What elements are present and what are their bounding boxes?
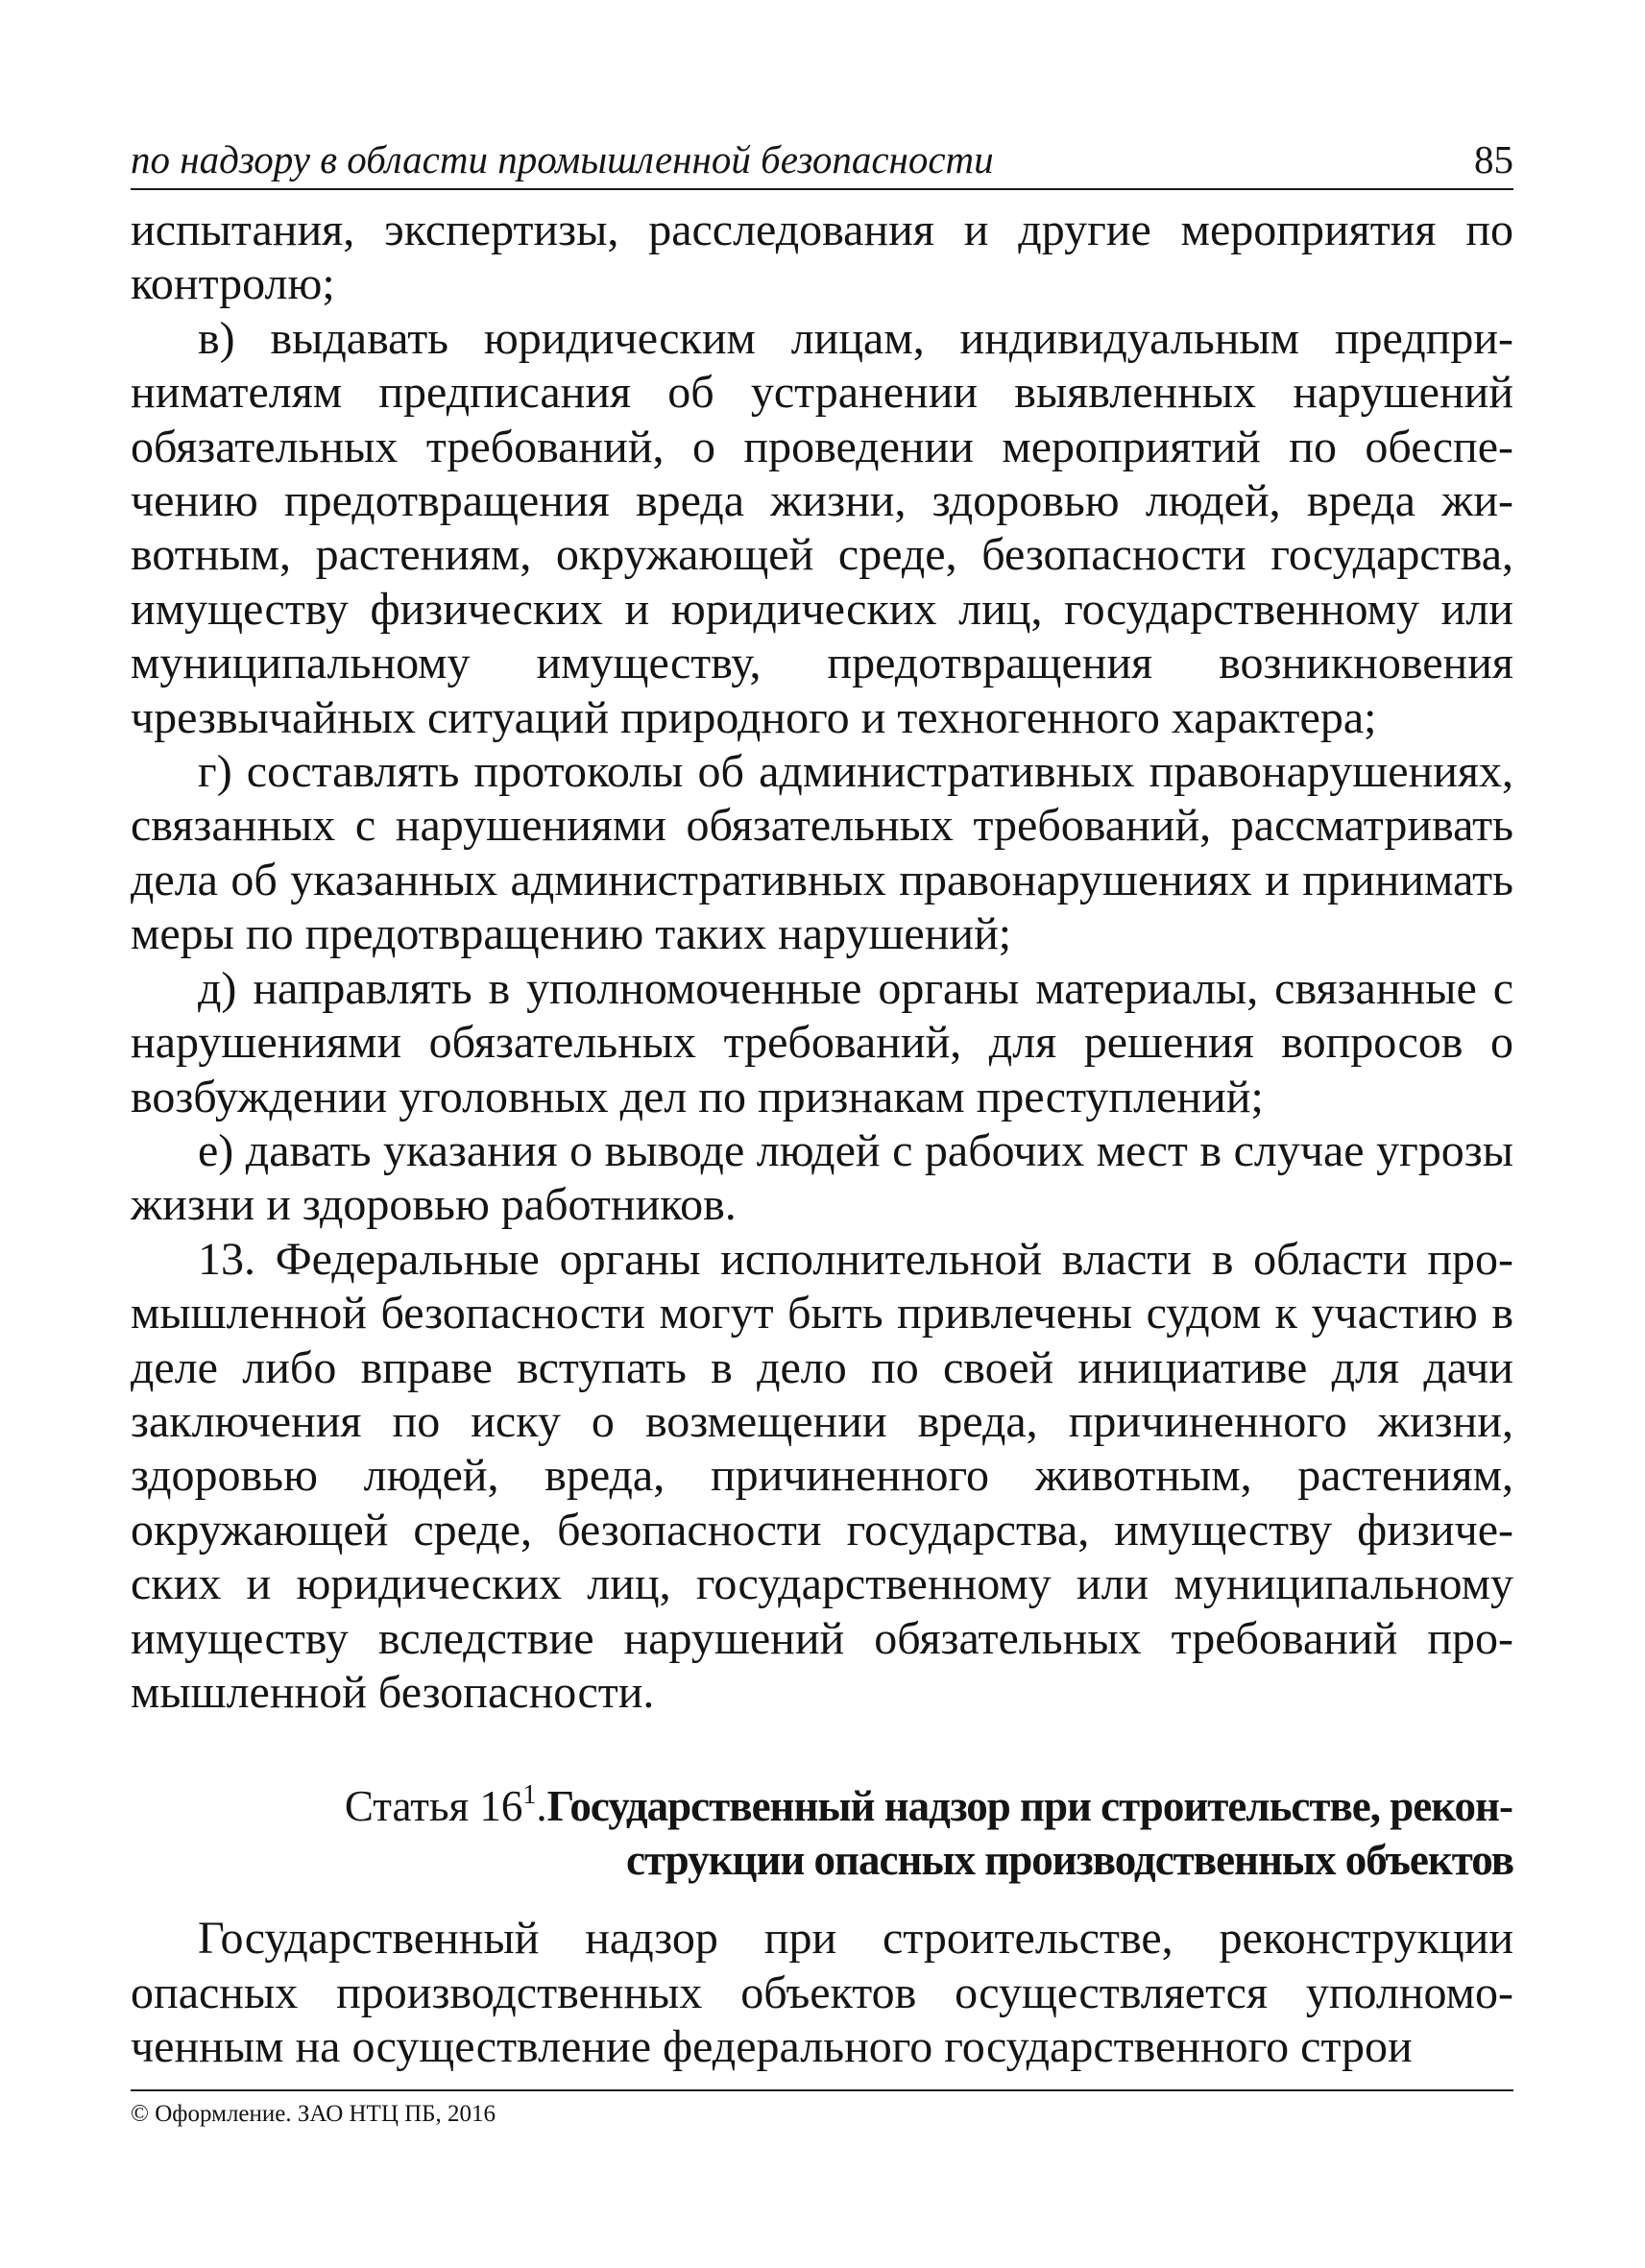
paragraph-clause-13: 13. Федеральные органы исполнительной власти в области промышленной безопасности могут быть привлечены судом к участию в деле либо вправе вступать в дело по своей инициативе для дачи заключения по иску о возмещении вреда, причиненного жизни, здоровью людей, вреда, причиненного животным, растениям, окружающей среде, безопасности государства, имуществу физических и юридических лиц, государственному или муниципальному имуществу вследствие нарушений обязательных требований промышленной безопасности. (131, 1233, 1513, 1718)
paragraph-continuation: испытания, экспертизы, расследования и другие мероприятия по контролю; (131, 205, 1513, 310)
paragraph-item-e: е) давать указания о выводе людей с рабочих мест в случае угрозы жизни и здоровью работников. (131, 1124, 1513, 1231)
article-heading (131, 1779, 1513, 1887)
running-header (131, 134, 1513, 190)
article-title: Государственный надзор при строительстве, реконструкции опасных производственных объектов (546, 1782, 1513, 1885)
body-text (131, 204, 1513, 2075)
article-superscript: 1 (522, 1780, 537, 1811)
copyright-footer: © Оформление. ЗАО НТЦ ПБ, 2016 (131, 2089, 1513, 2130)
article-separator: . (536, 1782, 547, 1831)
paragraph-item-v: в) выдавать юридическим лицам, индивидуальным предпринимателям предписания об устранении выявленных нарушений обязательных требований, о проведении мероприятий по обеспечению предотвращения вреда жизни, здоровью людей, вреда животным, растениям, окружающей среде, безопасности государства, имуществу физических и юридических лиц, государственному или муниципальному имуществу, предотвращения возникновения чрезвычайных ситуаций природного и техногенного характера; (131, 312, 1513, 743)
page-number: 85 (1474, 137, 1513, 181)
paragraph-item-d: д) направлять в уполномоченные органы материалы, связанные с нарушениями обязательных требований, для решения вопросов о возбуждении уголовных дел по признакам преступлений; (131, 962, 1513, 1122)
document-page (131, 134, 1513, 2189)
article-number (345, 1782, 547, 1830)
article-label: Статья 16 (344, 1782, 523, 1831)
running-header-title: по надзору в области промышленной безопасности (131, 137, 994, 181)
paragraph-item-g: г) составлять протоколы об административных правонарушениях, связанных с нарушениями обязательных требований, рассматривать дела об указанных административных правонарушениях и принимать меры по предотвращению таких нарушений; (131, 746, 1513, 960)
article-body-paragraph: Государственный надзор при строительстве, реконструкции опасных производственных объектов осуществляется уполномоченным на осуществление федерального государственного строи (131, 1913, 1513, 2073)
